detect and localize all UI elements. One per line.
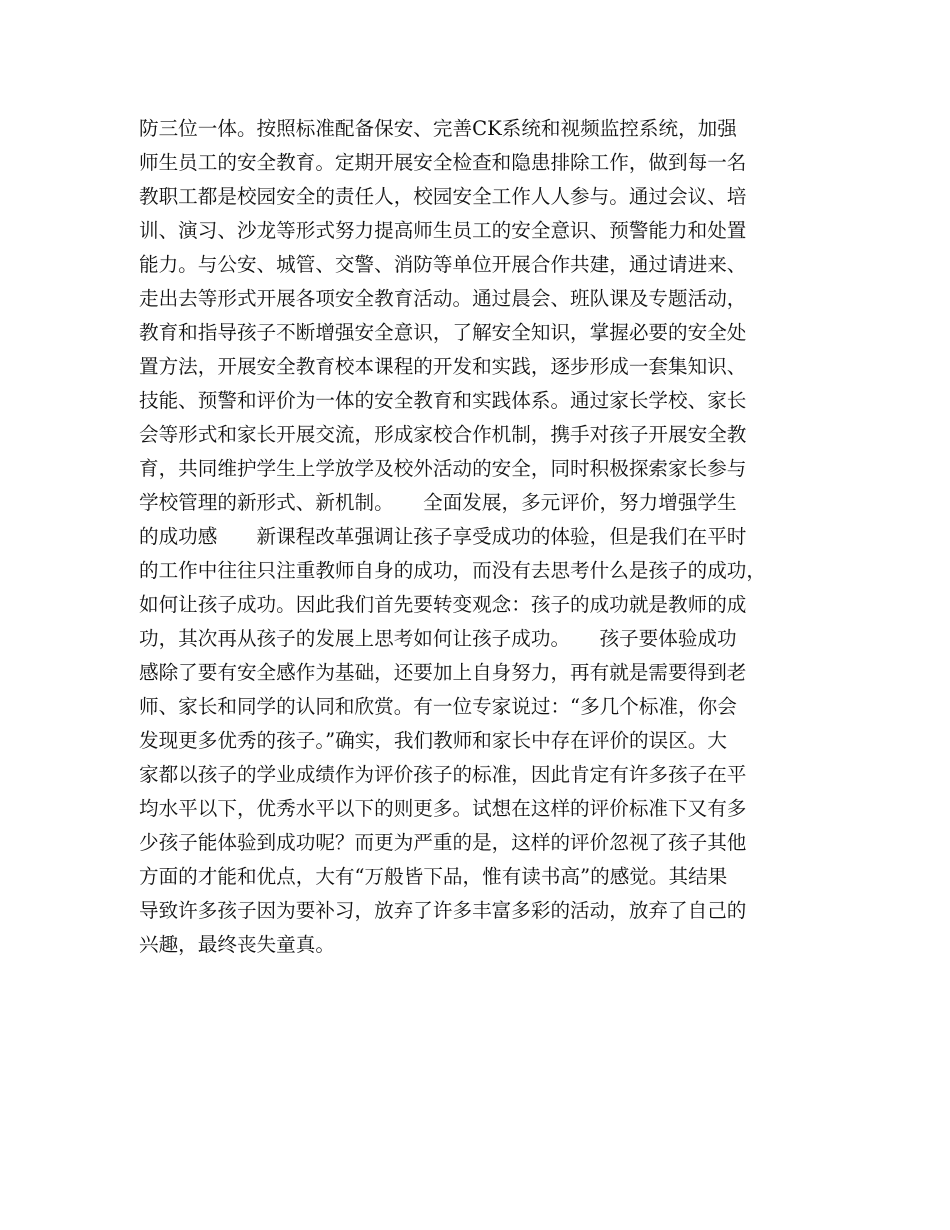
text-line-18: 师、家长和同学的认同和欣赏。有一位专家说过：“多几个标准，你会: [139, 695, 737, 718]
text-line-17: 感除了要有安全感作为基础，还要加上自身努力，再有就是需要得到老: [139, 661, 747, 684]
text-line-24: 导致许多孩子因为要补习，放弃了许多丰富多彩的活动，放弃了自己的: [139, 899, 747, 922]
body-text: [139, 112, 829, 962]
text-line-13: 的成功感 新课程改革强调让孩子享受成功的体验，但是我们在平时: [139, 525, 747, 548]
text-line-15: 如何让孩子成功。因此我们首先要转变观念：孩子的成功就是教师的成: [139, 593, 747, 616]
text-line-6: 走出去等形式开展各项安全教育活动。通过晨会、班队课及专题活动，: [139, 287, 747, 310]
text-line-23: 方面的才能和优点，大有“万般皆下品，惟有读书高”的感觉。其结果: [139, 865, 728, 888]
text-line-22: 少孩子能体验到成功呢？而更为严重的是，这样的评价忽视了孩子其他: [139, 831, 747, 854]
text-line-7: 教育和指导孩子不断增强安全意识，了解安全知识，掌握必要的安全处: [139, 321, 747, 344]
text-line-1: 防三位一体。按照标准配备保安、完善CK系统和视频监控系统，加强: [139, 117, 737, 140]
text-line-21: 均水平以下，优秀水平以下的则更多。试想在这样的评价标准下又有多: [139, 797, 747, 820]
text-line-19: 发现更多优秀的孩子。”确实，我们教师和家长中存在评价的误区。大: [139, 729, 728, 752]
text-line-11: 育，共同维护学生上学放学及校外活动的安全，同时积极探索家长参与: [139, 457, 747, 480]
text-line-8: 置方法，开展安全教育校本课程的开发和实践，逐步形成一套集知识、: [139, 355, 747, 378]
text-line-9: 技能、预警和评价为一体的安全教育和实践体系。通过家长学校、家长: [139, 389, 747, 412]
text-line-4: 训、演习、沙龙等形式努力提高师生员工的安全意识、预警能力和处置: [139, 219, 747, 242]
text-line-12: 学校管理的新形式、新机制。 全面发展，多元评价，努力增强学生: [139, 491, 737, 514]
text-line-10: 会等形式和家长开展交流，形成家校合作机制，携手对孩子开展安全教: [139, 423, 747, 446]
text-line-16: 功，其次再从孩子的发展上思考如何让孩子成功。 孩子要体验成功: [139, 627, 737, 650]
text-line-20: 家都以孩子的学业成绩作为评价孩子的标准，因此肯定有许多孩子在平: [139, 763, 747, 786]
text-line-5: 能力。与公安、城管、交警、消防等单位开展合作共建，通过请进来、: [139, 253, 747, 276]
text-line-2: 师生员工的安全教育。定期开展安全检查和隐患排除工作，做到每一名: [139, 151, 747, 174]
text-line-25: 兴趣，最终丧失童真。: [139, 933, 335, 956]
text-line-14: 的工作中往往只注重教师自身的成功，而没有去思考什么是孩子的成功，: [139, 559, 766, 582]
text-line-3: 教职工都是校园安全的责任人，校园安全工作人人参与。通过会议、培: [139, 185, 747, 208]
